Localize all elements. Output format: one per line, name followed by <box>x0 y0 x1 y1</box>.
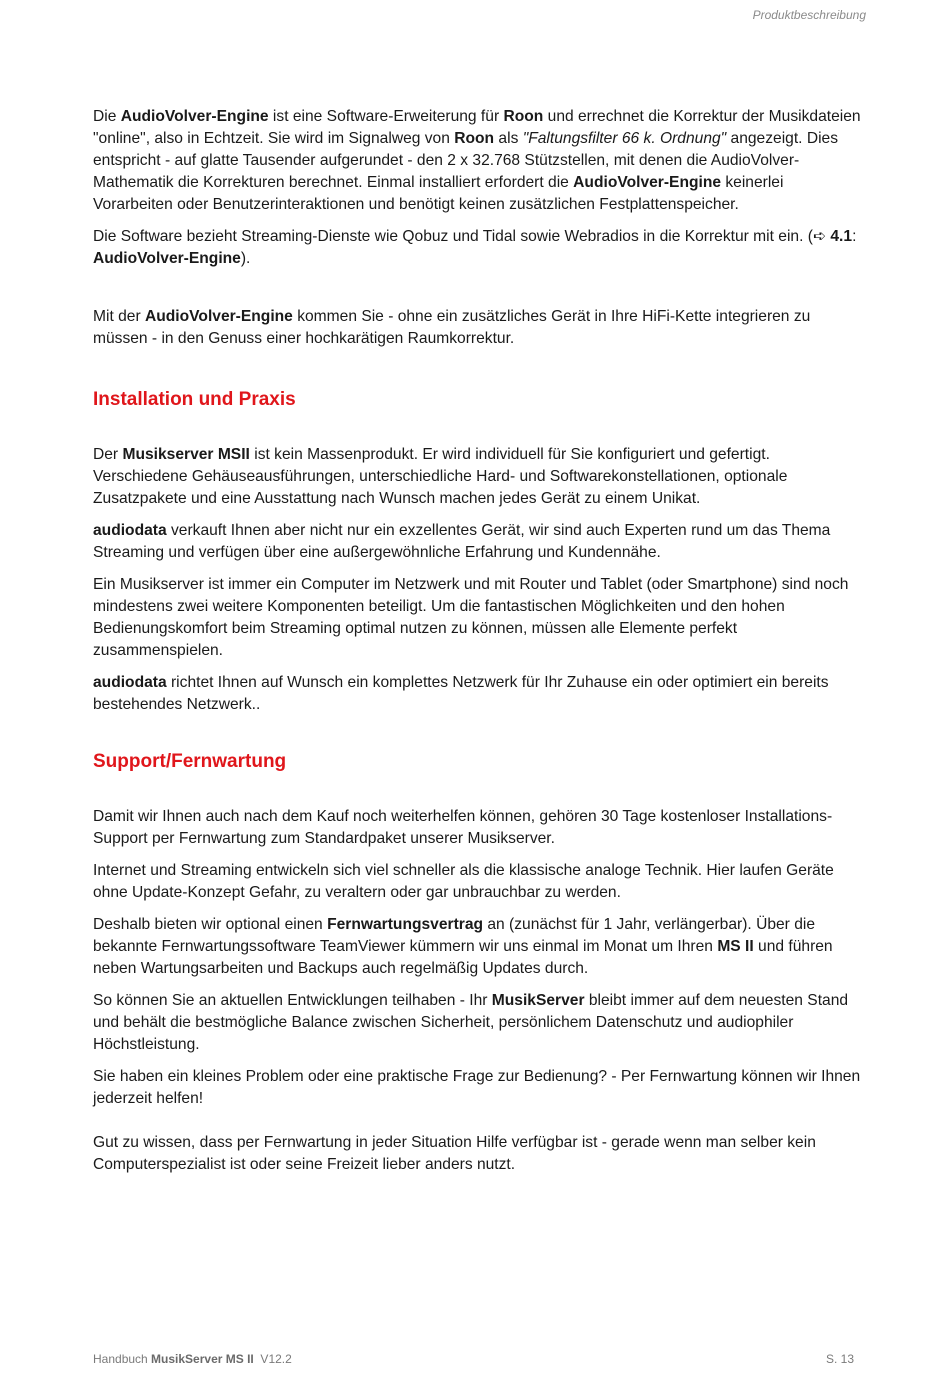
intro-paragraph-3: Mit der AudioVolver-Engine kommen Sie - ohne ein zusätzliches Gerät in Ihre HiFi-Kette integrieren zu müssen - in den Genuss einer hochkarätigen Raumkorrektur. <box>93 308 811 347</box>
support-paragraph-6: Gut zu wissen, dass per Fernwartung in jeder Situation Hilfe verfügbar ist - gerade wenn man selber kein Computerspezialist ist oder seine Freizeit lieber anders nutzt. <box>93 1134 816 1173</box>
support-paragraph-5: Sie haben ein kleines Problem oder eine praktische Frage zur Bedienung? - Per Fernwartung können wir Ihnen jederzeit helfen! <box>93 1068 861 1107</box>
installation-paragraph-1: Der Musikserver MSII ist kein Massenprodukt. Er wird individuell für Sie konfiguriert und gefertigt. Verschiedene Gehäuseausführungen, unterschiedliche Hard- und Softwarekonstellationen, optionale Zusatzpakete und eine Ausstattung nach Wunsch machen jedes Gerät zu einem Unikat. <box>93 446 788 507</box>
installation-paragraph-2: audiodata verkauft Ihnen aber nicht nur ein exzellentes Gerät, wir sind auch Experten rund um das Thema Streaming und verfügen über eine außergewöhnliche Erfahrung und Kundennähe. <box>93 522 831 561</box>
page-body <box>93 106 861 1186</box>
intro-paragraph-1: Die AudioVolver-Engine ist eine Software-Erweiterung für Roon und errechnet die Korrektur der Musikdateien "online", also in Echtzeit. Sie wird im Signalweg von Roon als "Faltungsfilter 66 k. Ordnung" angezeigt. Dies entspricht - auf glatte Tausender aufgerundet - den 2 x 32.768 Stützstellen, mit denen die AudioVolver-Mathematik die Korrekturen berechnet. Einmal installiert erfordert die AudioVolver-Engine keinerlei Vorarbeiten oder Benutzerinteraktionen und benötigt keinen zusätzlichen Festplattenspeicher. <box>93 108 861 213</box>
running-header: Produktbeschreibung <box>752 8 866 22</box>
cross-reference-arrow-icon: ➪ <box>812 228 827 245</box>
section-heading-installation: Installation und Praxis <box>93 389 296 410</box>
support-paragraph-2: Internet und Streaming entwickeln sich viel schneller als die klassische analoge Technik. Hier laufen Geräte ohne Update-Konzept Gefahr, zu veraltern oder gar unbrauchbar zu werden. <box>93 862 834 901</box>
installation-paragraph-3: Ein Musikserver ist immer ein Computer im Netzwerk und mit Router und Tablet (oder Smartphone) sind noch mindestens zwei weitere Komponenten beteiligt. Um die fantastischen Möglichkeiten und den hohen Bedienungskomfort beim Streaming optimal nutzen zu können, müssen alle Elemente perfekt zusammenspielen. <box>93 576 849 659</box>
footer-manual-title: Handbuch MusikServer MS II V12.2 <box>93 1352 292 1366</box>
support-paragraph-4: So können Sie an aktuellen Entwicklungen teilhaben - Ihr MusikServer bleibt immer auf dem neuesten Stand und behält die bestmögliche Balance zwischen Sicherheit, persönlichem Datenschutz und audiophiler Höchstleistung. <box>93 992 849 1053</box>
installation-paragraph-4: audiodata richtet Ihnen auf Wunsch ein komplettes Netzwerk für Ihr Zuhause ein oder optimiert ein bereits bestehendes Netzwerk.. <box>93 674 829 713</box>
page-number: S. 13 <box>825 1352 854 1366</box>
intro-paragraph-2: Die Software bezieht Streaming-Dienste wie Qobuz und Tidal sowie Webradios in die Korrektur mit ein. (➪ 4.1: AudioVolver-Engine). <box>93 228 857 267</box>
support-paragraph-1: Damit wir Ihnen auch nach dem Kauf noch weiterhelfen können, gehören 30 Tage kostenloser Installations-Support per Fernwartung zum Standardpaket unserer Musikserver. <box>93 808 833 847</box>
section-heading-support: Support/Fernwartung <box>93 751 287 772</box>
cross-reference-link[interactable]: 4.1 <box>826 228 853 245</box>
support-paragraph-3: Deshalb bieten wir optional einen Fernwartungsvertrag an (zunächst für 1 Jahr, verlängerbar). Über die bekannte Fernwartungssoftware TeamViewer kümmern wir uns einmal im Monat um Ihren MS II und führen neben Wartungsarbeiten und Backups auch regelmäßig Updates durch. <box>93 916 833 977</box>
